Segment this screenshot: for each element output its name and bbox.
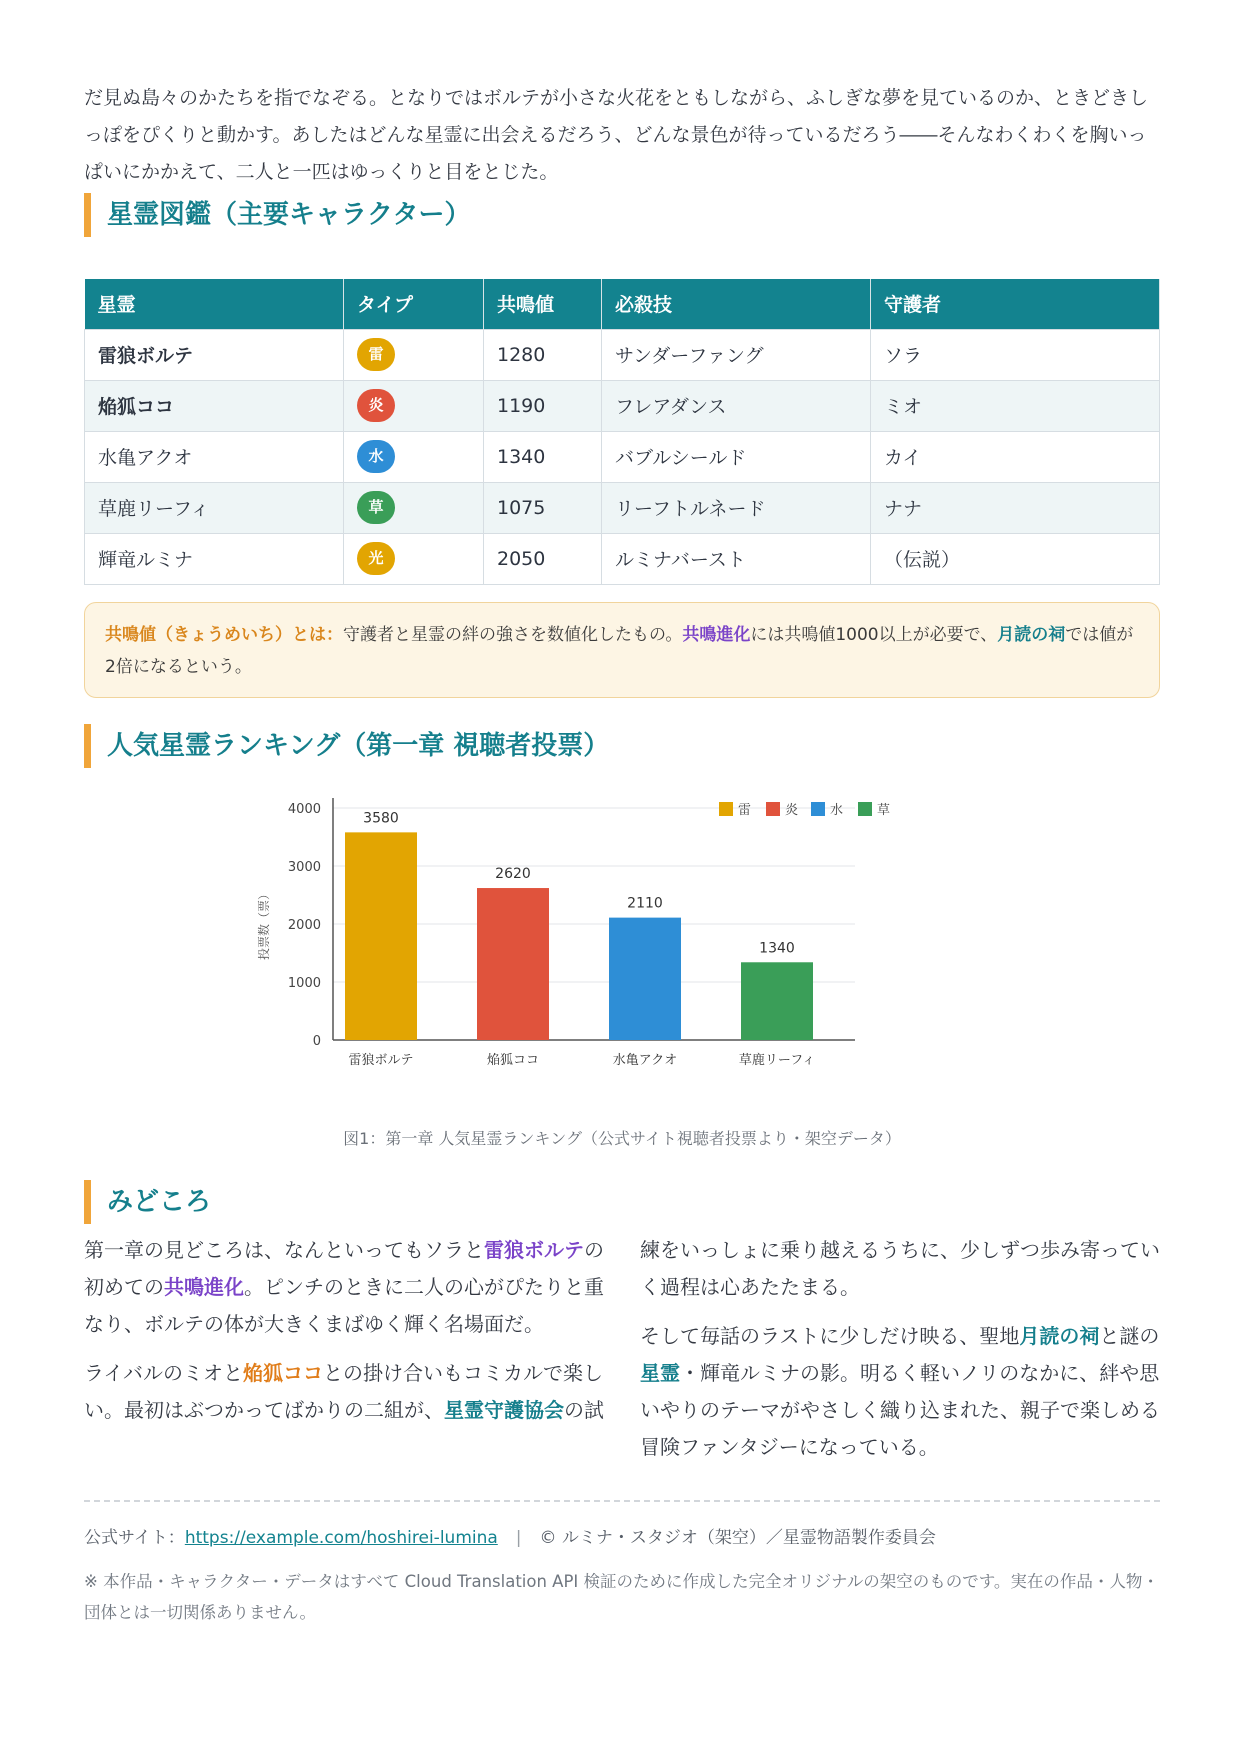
footer-separator: | [515, 1528, 522, 1548]
text-run: ライバルのミオと [84, 1361, 243, 1385]
legend-swatch [719, 802, 733, 816]
column-header: 星霊 [85, 279, 344, 329]
text-run: 。ピンチのときに二人の心がぴたりと重なり、ボルテの体が大きくまばゆく輝く名場面だ。 [84, 1275, 604, 1336]
highlight-volte: 雷狼ボルテ [484, 1238, 584, 1262]
table-row [85, 380, 1160, 431]
copyright-text: © ルミナ・スタジオ（架空）／星霊物語製作委員会 [539, 1528, 936, 1548]
guardian-cell: カイ [871, 431, 1160, 482]
ranking-chart-svg [240, 790, 980, 1090]
y-tick-label: 0 [312, 1034, 321, 1049]
x-tick-label: 水亀アクオ [612, 1053, 678, 1068]
note-shrine: 月読の祠 [997, 625, 1066, 645]
text-run: の試練をいっしょに乗り越えるうちに、少しずつ歩み寄っていく過程は心あたたまる。 [564, 1238, 1160, 1422]
ranking-heading: 人気星霊ランキング（第一章 視聴者投票） [84, 724, 609, 768]
guardian-cell: ミオ [871, 380, 1160, 431]
text-run: ・輝竜ルミナの影。明るく軽いノリのなかに、絆や思いやりのテーマがやさしく織り込まれた、親子で楽しめる冒険ファンタジーになっている。 [640, 1361, 1160, 1459]
highlights-heading: みどころ [84, 1180, 211, 1224]
bar [741, 962, 813, 1040]
move-cell: バブルシールド [602, 431, 871, 482]
resonance-cell: 1340 [484, 431, 602, 482]
roster-heading: 星霊図鑑（主要キャラクター） [84, 193, 470, 237]
highlight-seirei: 星霊 [640, 1361, 680, 1385]
bar [609, 918, 681, 1040]
type-badge: 水 [357, 440, 395, 473]
spirit-name-cell: 輝竜ルミナ [85, 533, 344, 584]
highlight-association: 星霊守護協会 [444, 1398, 564, 1422]
table-row [85, 533, 1160, 584]
roster-table [84, 279, 1160, 585]
text-run: 第一章の見どころは、なんといってもソラと [84, 1238, 484, 1262]
y-tick-label: 3000 [287, 860, 321, 875]
y-axis-label: 投票数（票） [257, 887, 271, 961]
type-badge: 炎 [357, 389, 395, 422]
column-header: 守護者 [871, 279, 1160, 329]
column-header: 共鳴値 [484, 279, 602, 329]
legend-label: 炎 [785, 803, 799, 818]
table-row [85, 482, 1160, 533]
y-tick-label: 1000 [287, 976, 321, 991]
table-row [85, 329, 1160, 380]
footer-divider [84, 1500, 1160, 1502]
bar-value-label: 1340 [759, 940, 795, 957]
y-tick-label: 4000 [287, 802, 321, 817]
highlight-shrine: 月読の祠 [1019, 1324, 1100, 1348]
text-run: と謎の [1099, 1324, 1160, 1348]
note-text: 守護者と星霊の絆の強さを数値化したもの。 [343, 625, 683, 645]
highlights-paragraph [84, 1232, 604, 1343]
site-label: 公式サイト： [84, 1528, 185, 1548]
intro-paragraph: だ見ぬ島々のかたちを指でなぞる。となりではボルテが小さな火花をともしながら、ふしぎな夢を見ているのか、ときどきしっぽをぴくりと動かす。あしたはどんな星霊に出会えるだろう、どんな景色が待っているだろう――そんなわくわくを胸いっぱいにかかえて、二人と一匹はゆっくりと目をとじた。 [84, 87, 1149, 183]
table-header-row [85, 279, 1160, 329]
guardian-cell: （伝説） [871, 533, 1160, 584]
highlight-coco: 焔狐ココ [243, 1361, 323, 1385]
legend-label: 雷 [738, 803, 752, 818]
note-text: では値が2倍になるという。 [105, 625, 1134, 677]
x-tick-label: 雷狼ボルテ [348, 1053, 414, 1068]
type-badge: 草 [357, 491, 395, 524]
guardian-cell: ナナ [871, 482, 1160, 533]
column-header: タイプ [344, 279, 484, 329]
spirit-name-cell: 草鹿リーフィ [85, 482, 344, 533]
bar [345, 832, 417, 1040]
resonance-cell: 1190 [484, 380, 602, 431]
type-cell [344, 329, 484, 380]
x-tick-label: 焔狐ココ [486, 1053, 540, 1068]
legend-swatch [858, 802, 872, 816]
highlights-body [84, 1232, 1160, 1472]
note-evolution: 共鳴進化 [682, 625, 751, 645]
legend-label: 草 [877, 803, 891, 818]
note-text: には共鳴値1000以上が必要で、 [750, 625, 998, 645]
x-tick-label: 草鹿リーフィ [738, 1053, 816, 1068]
guardian-cell: ソラ [871, 329, 1160, 380]
resonance-note [84, 602, 1160, 698]
resonance-cell: 1075 [484, 482, 602, 533]
table-row [85, 431, 1160, 482]
spirit-name-cell: 水亀アクオ [85, 431, 344, 482]
legend-label: 水 [830, 803, 844, 818]
disclaimer-text: ※ 本作品・キャラクター・データはすべて Cloud Translation API 検証のために作成した完全オリジナルの架空のものです。実在の作品・人物・団体とは一切関係ありません。 [84, 1572, 1159, 1622]
type-cell [344, 431, 484, 482]
type-cell [344, 380, 484, 431]
y-tick-label: 2000 [287, 918, 321, 933]
bar-value-label: 3580 [363, 810, 399, 827]
resonance-cell: 1280 [484, 329, 602, 380]
footer-site-line [84, 1524, 1160, 1552]
move-cell: ルミナバースト [602, 533, 871, 584]
spirit-name-cell: 焔狐ココ [85, 380, 344, 431]
highlight-evolution: 共鳴進化 [164, 1275, 244, 1299]
site-link[interactable]: https://example.com/hoshirei-lumina [184, 1528, 498, 1548]
text-run: の初めての [84, 1238, 604, 1299]
spirit-name-cell: 雷狼ボルテ [85, 329, 344, 380]
legend-swatch [811, 802, 825, 816]
move-cell: フレアダンス [602, 380, 871, 431]
type-cell [344, 482, 484, 533]
note-term: 共鳴値（きょうめいち）とは： [105, 625, 343, 645]
move-cell: サンダーファング [602, 329, 871, 380]
highlights-paragraph [640, 1318, 1160, 1466]
chart-caption: 図1：第一章 人気星霊ランキング（公式サイト視聴者投票より・架空データ） [343, 1129, 901, 1148]
type-badge: 雷 [357, 338, 395, 371]
ranking-chart [240, 790, 980, 1090]
move-cell: リーフトルネード [602, 482, 871, 533]
bar-value-label: 2620 [495, 866, 531, 883]
bar-value-label: 2110 [627, 895, 663, 912]
bar [477, 888, 549, 1040]
type-badge: 光 [357, 542, 395, 575]
type-cell [344, 533, 484, 584]
text-run: そして毎話のラストに少しだけ映る、聖地 [640, 1324, 1020, 1348]
text-run: との掛け合いもコミカルで楽しい。最初はぶつかってばかりの二組が、 [84, 1361, 603, 1422]
resonance-cell: 2050 [484, 533, 602, 584]
column-header: 必殺技 [602, 279, 871, 329]
legend-swatch [766, 802, 780, 816]
